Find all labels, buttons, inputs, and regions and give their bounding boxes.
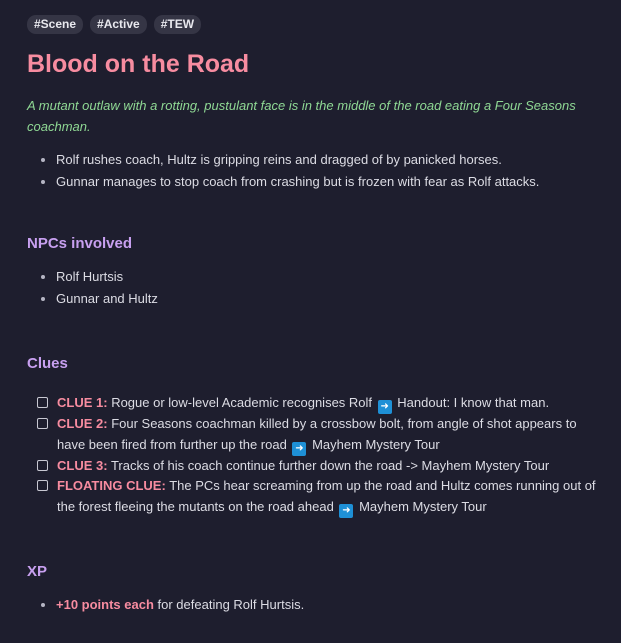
list-item: • Rolf rushes coach, Hultz is gripping reins and dragged of by panicked horses. [56, 149, 597, 171]
xp-points: +10 points each [56, 596, 154, 612]
list-item: • Gunnar manages to stop coach from crashing but is frozen with fear as Rolf attacks. [56, 171, 597, 193]
xp-item [56, 594, 597, 616]
arrow-right-icon: ➜ [292, 442, 306, 456]
clue-text: Rogue or low-level Academic recognises Rolf [111, 395, 373, 410]
event-list [27, 149, 597, 193]
clue-link[interactable]: Mayhem Mystery Tour [359, 498, 487, 514]
clue-list [27, 393, 597, 518]
tag-list [27, 15, 597, 34]
clue-item-3 [37, 456, 597, 477]
xp-heading: XP [27, 562, 48, 580]
clue-label: CLUE 1: [57, 395, 108, 410]
arrow-right-icon: ➜ [378, 400, 392, 414]
tag-scene[interactable]: #Scene [27, 15, 83, 34]
floating-clue-checkbox[interactable] [37, 480, 48, 491]
clue-3-checkbox[interactable] [37, 460, 48, 471]
clue-text: Tracks of his coach continue further down the road -> Mayhem Mystery Tour [110, 457, 550, 473]
clue-link[interactable]: Mayhem Mystery Tour [312, 436, 440, 452]
page-title: Blood on the Road [27, 50, 250, 78]
clue-label: CLUE 2: [57, 416, 108, 431]
intro-text: A mutant outlaw with a rotting, pustulant face is in the middle of the road eating a Four Seasons coachman. [27, 98, 576, 134]
clue-1-checkbox[interactable] [37, 397, 48, 408]
arrow-right-icon: ➜ [339, 504, 353, 518]
clue-2-checkbox[interactable] [37, 418, 48, 429]
clue-link[interactable]: Handout: I know that man. [397, 395, 550, 410]
tag-active[interactable]: #Active [90, 15, 147, 34]
npc-item: • Rolf Hurtsis [56, 266, 597, 288]
clue-item-1 [37, 393, 597, 414]
tag-tew[interactable]: #TEW [154, 15, 201, 34]
clue-text: The PCs hear screaming from up the road and Hultz comes running out of the forest fleeing the mutants on the road ahead [57, 478, 596, 514]
clue-label: CLUE 3: [57, 457, 108, 473]
clue-item-2 [37, 414, 597, 456]
npc-list [27, 266, 597, 310]
npc-item: • Gunnar and Hultz [56, 288, 597, 310]
xp-list [27, 594, 597, 616]
clue-text: Four Seasons coachman killed by a crossbow bolt, from angle of shot appears to have been fired from further up the road [57, 416, 577, 452]
xp-text: for defeating Rolf Hurtsis. [153, 596, 305, 612]
npcs-heading: NPCs involved [27, 235, 133, 252]
clue-item-floating [37, 476, 597, 518]
clue-label: FLOATING CLUE: [57, 478, 166, 493]
clues-heading: Clues [27, 355, 68, 372]
